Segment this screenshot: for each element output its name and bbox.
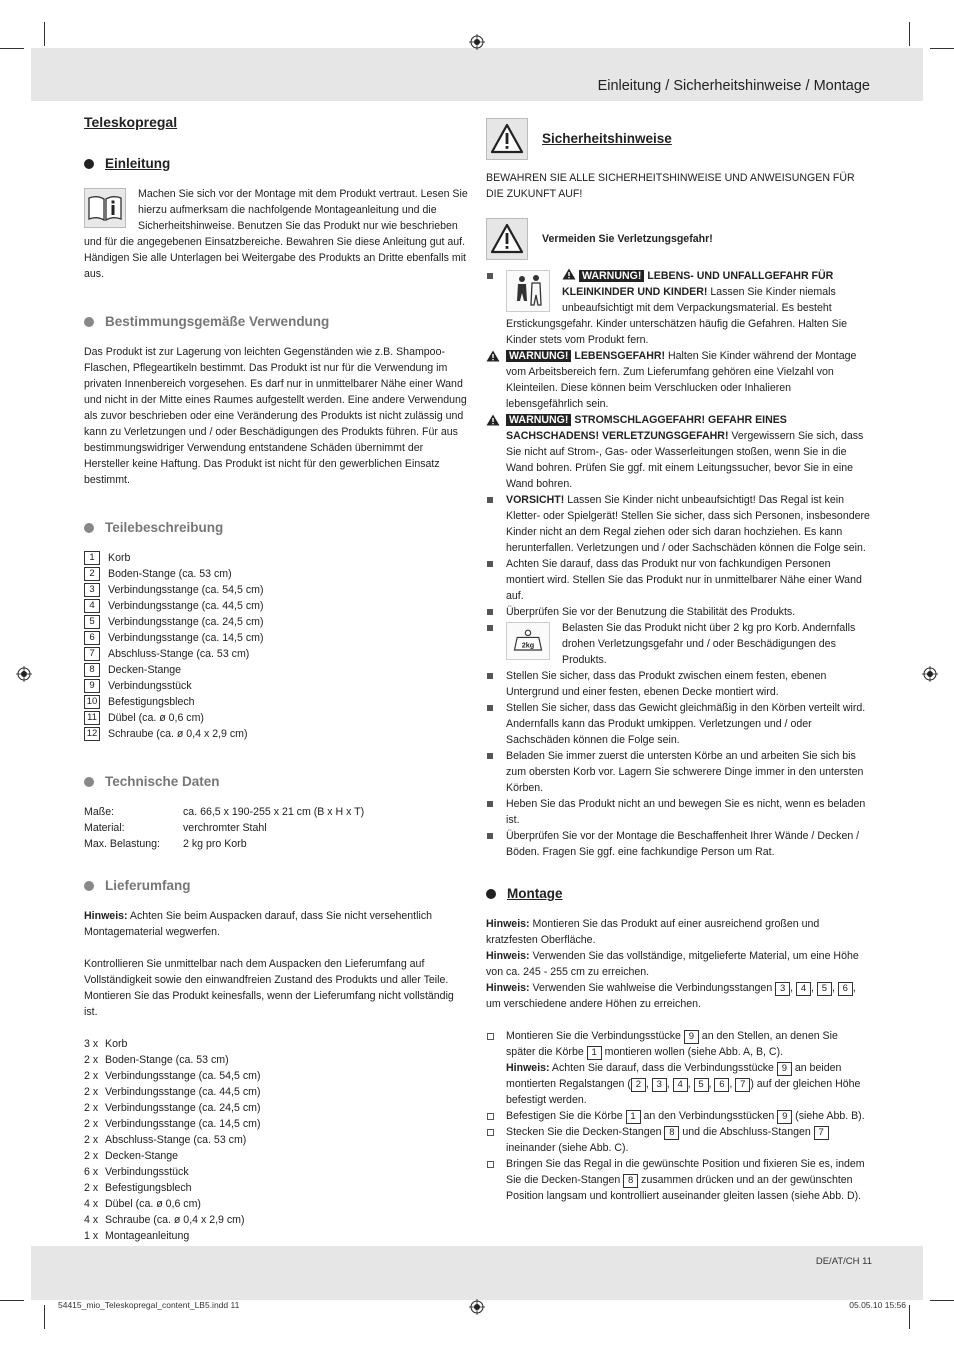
square-bullet-icon — [487, 801, 493, 807]
delivery-item — [84, 1084, 468, 1100]
technical-data-row — [84, 836, 468, 852]
bullet-dot-icon — [84, 777, 94, 787]
square-bullet-icon — [487, 705, 493, 711]
delivery-name: Verbindungsstück — [105, 1166, 189, 1178]
delivery-item — [84, 1068, 468, 1084]
warning-stromschlag: WARNUNG! STROMSCHLAGGEFAHR! GEFAHR EINES SACHSCHADENS! VERLETZUNGSGEFAHR! Vergewissern Sie sich, dass Sie nicht auf Strom-, Gas- oder Wasserleitungen stoßen, wenn Sie in die Wand bohren. Prüfen Sie ggf. mit einem Leitungssucher, bevor Sie in eine Wand bohren. — [486, 412, 870, 492]
delivery-quantity: 2 x — [84, 1134, 99, 1146]
square-bullet-icon — [487, 273, 493, 279]
delivery-item — [84, 1100, 468, 1116]
section-heading-verwendung: Bestimmungsgemäße Verwendung — [84, 314, 468, 330]
registration-mark-icon — [16, 666, 32, 682]
technical-data-key: Max. Belastung: — [84, 838, 160, 850]
section-heading-einleitung: Einleitung — [84, 156, 468, 172]
delivery-contents-list — [84, 1036, 468, 1244]
crop-mark — [930, 1300, 954, 1301]
delivery-name: Abschluss-Stange (ca. 53 cm) — [105, 1134, 247, 1146]
part-number: 9 — [84, 679, 100, 693]
part-name: Schraube (ca. ø 0,4 x 2,9 cm) — [108, 728, 248, 740]
part-name: Verbindungsstange (ca. 44,5 cm) — [108, 600, 264, 612]
warning-label: WARNUNG! — [506, 350, 571, 362]
montage-step-3: Stecken Sie die Decken-Stangen 8 und die Abschluss-Stangen 7 ineinander (siehe Abb. C). — [486, 1124, 870, 1156]
montage-step-4: Bringen Sie das Regal in die gewünschte Position und fixieren Sie es, indem Sie die Decken-Stangen 8 zusammen drücken und an der gewünschten Position langsam und kontrolliert auseinander gleiten lassen (siehe Abb. D). — [486, 1156, 870, 1204]
part-name: Abschluss-Stange (ca. 53 cm) — [108, 648, 250, 660]
page-number: DE/AT/CH 11 — [815, 1256, 872, 1267]
delivery-quantity: 2 x — [84, 1086, 99, 1098]
crop-mark — [909, 22, 910, 46]
technical-data-row — [84, 820, 468, 836]
parts-list-item — [84, 662, 468, 678]
delivery-item — [84, 1212, 468, 1228]
delivery-item — [84, 1052, 468, 1068]
montage-hinweis-3: Hinweis: Verwenden Sie wahlweise die Verbindungsstangen 3 , 4 , 5 , 6 , um verschiedene andere Höhen zu erreichen. — [486, 982, 856, 1010]
part-name: Dübel (ca. ø 0,6 cm) — [108, 712, 204, 724]
delivery-name: Boden-Stange (ca. 53 cm) — [105, 1054, 229, 1066]
safety-bullet: Beladen Sie immer zuerst die untersten Körbe an und arbeiten Sie sich bis zum obersten Korb vor. Lagern Sie schwerere Dinge immer in den untersten Körben. — [486, 748, 870, 796]
part-name: Verbindungsstange (ca. 54,5 cm) — [108, 584, 264, 596]
part-name: Verbindungsstange (ca. 14,5 cm) — [108, 632, 264, 644]
delivery-quantity: 3 x — [84, 1038, 99, 1050]
delivery-name: Dübel (ca. ø 0,6 cm) — [105, 1198, 201, 1210]
delivery-item — [84, 1132, 468, 1148]
square-bullet-icon — [487, 753, 493, 759]
crop-mark — [44, 1305, 45, 1329]
safety-bullet: Achten Sie darauf, dass das Produkt nur von fachkundigen Personen montiert wird. Stellen Sie das Produkt nur in unmittelbarer Nähe einer Wand auf. — [486, 556, 870, 604]
warning-triangle-icon — [486, 118, 528, 160]
montage-hinweis-1: Hinweis: Montieren Sie das Produkt auf einer ausreichend großen und kratzfesten Oberfläche. — [486, 918, 820, 946]
safety-bullet: Überprüfen Sie vor der Montage die Beschaffenheit Ihrer Wände / Decken / Böden. Fragen Sie ggf. eine fachkundige Person um Rat. — [486, 828, 870, 860]
left-column — [84, 114, 468, 1244]
warning-children: WARNUNG! LEBENS- UND UNFALLGEFAHR FÜR KLEINKINDER UND KINDER! Lassen Sie Kinder niemals unbeaufsichtigt mit dem Verpackungsmaterial. Es besteht Erstickungsgefahr. Kinder unterschätzen häufig die Gefahren. Halten Sie Kinder stets vom Produkt fern. — [486, 268, 870, 348]
square-bullet-icon — [487, 561, 493, 567]
open-square-bullet-icon — [487, 1161, 494, 1168]
delivery-item — [84, 1116, 468, 1132]
right-column — [486, 118, 870, 1204]
delivery-quantity: 2 x — [84, 1150, 99, 1162]
square-bullet-icon — [487, 497, 493, 503]
safety-bullet: Überprüfen Sie vor der Benutzung die Stabilität des Produkts. — [486, 604, 870, 620]
parts-list-item — [84, 598, 468, 614]
montage-step-2: Befestigen Sie die Körbe 1 an den Verbindungsstücken 9 (siehe Abb. B). — [486, 1108, 870, 1124]
print-date: 05.05.10 15:56 — [849, 1300, 906, 1310]
small-warning-icon — [486, 414, 500, 426]
square-bullet-icon — [487, 609, 493, 615]
delivery-quantity: 2 x — [84, 1054, 99, 1066]
part-number: 12 — [84, 727, 100, 741]
delivery-quantity: 4 x — [84, 1198, 99, 1210]
avoid-injury-heading: Vermeiden Sie Verletzungsgefahr! — [486, 218, 870, 260]
intro-block — [84, 186, 468, 282]
lieferumfang-text: Kontrollieren Sie unmittelbar nach dem Auspacken den Lieferumfang auf Vollständigkeit sowie den einwandfreien Zustand des Produkts und aller Teile. Montieren Sie das Produkt keinesfalls, wenn der Lieferumfang nicht vollständig ist. — [84, 958, 454, 1018]
safety-bullet: Stellen Sie sicher, dass das Produkt zwischen einem festen, ebenen Untergrund und einer festen, ebenen Decke montiert wird. — [486, 668, 870, 700]
warning-label: WARNUNG! — [506, 414, 571, 426]
delivery-name: Montageanleitung — [105, 1230, 190, 1242]
child-danger-icon — [506, 270, 550, 312]
square-bullet-icon — [487, 673, 493, 679]
part-number: 5 — [84, 615, 100, 629]
crop-mark — [44, 22, 45, 46]
square-bullet-icon — [487, 833, 493, 839]
warning-lebensgefahr: WARNUNG! LEBENSGEFAHR! Halten Sie Kinder während der Montage vom Arbeitsbereich fern. Zum Lieferumfang gehören eine Vielzahl von Kleinteilen. Diese können beim Verschlucken oder Inhalieren lebensgefährlich sein. — [486, 348, 870, 412]
delivery-name: Verbindungsstange (ca. 54,5 cm) — [105, 1070, 261, 1082]
parts-list-item — [84, 678, 468, 694]
parts-list-item — [84, 726, 468, 742]
section-heading-technik: Technische Daten — [84, 774, 468, 790]
warning-triangle-icon — [486, 218, 528, 260]
small-warning-icon — [562, 268, 576, 280]
delivery-quantity: 2 x — [84, 1182, 99, 1194]
technical-data-value: 2 kg pro Korb — [183, 838, 247, 850]
part-number: 7 — [84, 647, 100, 661]
page-header-title: Einleitung / Sicherheitshinweise / Montage — [597, 78, 870, 94]
parts-list-item — [84, 582, 468, 598]
technical-data-key: Maße: — [84, 806, 115, 818]
montage-hinweis-2: Hinweis: Verwenden Sie das vollständige, mitgelieferte Material, um eine Höhe von ca. 245 - 255 cm zu erreichen. — [486, 950, 859, 978]
part-name: Verbindungsstange (ca. 24,5 cm) — [108, 616, 264, 628]
small-warning-icon — [486, 350, 500, 362]
parts-list-item — [84, 646, 468, 662]
delivery-quantity: 6 x — [84, 1166, 99, 1178]
bullet-dot-icon — [486, 889, 496, 899]
registration-mark-icon — [922, 666, 938, 682]
part-name: Boden-Stange (ca. 53 cm) — [108, 568, 232, 580]
safety-bullet-load: 2kg Belasten Sie das Produkt nicht über 2 kg pro Korb. Andernfalls drohen Verletzungsgefahr und / oder Beschädigungen des Produkts. — [486, 620, 870, 668]
part-number: 1 — [84, 551, 100, 565]
weight-label: 2kg — [521, 640, 535, 650]
delivery-name: Schraube (ca. ø 0,4 x 2,9 cm) — [105, 1214, 245, 1226]
part-name: Befestigungsblech — [108, 696, 195, 708]
section-heading-montage: Montage — [486, 886, 870, 902]
warning-label: WARNUNG! — [579, 270, 644, 282]
technical-data-table — [84, 804, 468, 852]
delivery-quantity: 1 x — [84, 1230, 99, 1242]
delivery-name: Befestigungsblech — [105, 1182, 192, 1194]
footer-band — [31, 1246, 923, 1300]
parts-list — [84, 550, 468, 742]
intro-text: Machen Sie sich vor der Montage mit dem Produkt vertraut. Lesen Sie hierzu aufmerksam die nachfolgende Montageanleitung und die Sicherheitshinweise. Benutzen Sie das Produkt nur wie beschrieben und für die angegebenen Einsatzbereiche. Bewahren Sie diese Anleitung gut auf. Händigen Sie alle Unterlagen bei Weitergabe des Produkts an Dritte ebenfalls mit aus. — [84, 188, 468, 280]
delivery-item — [84, 1180, 468, 1196]
part-number: 6 — [84, 631, 100, 645]
part-number: 2 — [84, 567, 100, 581]
print-slug: 54415_mio_Teleskopregal_content_LB5.indd 11 — [58, 1300, 240, 1310]
crop-mark — [930, 48, 954, 49]
parts-list-item — [84, 710, 468, 726]
part-number: 11 — [84, 711, 100, 725]
open-square-bullet-icon — [487, 1113, 494, 1120]
delivery-quantity: 2 x — [84, 1070, 99, 1082]
parts-list-item — [84, 550, 468, 566]
bullet-dot-icon — [84, 881, 94, 891]
technical-data-value: ca. 66,5 x 190-255 x 21 cm (B x H x T) — [183, 806, 365, 818]
section-heading-teile: Teilebeschreibung — [84, 520, 468, 536]
part-name: Decken-Stange — [108, 664, 182, 676]
parts-list-item — [84, 614, 468, 630]
part-number: 4 — [84, 599, 100, 613]
delivery-item — [84, 1228, 468, 1244]
montage-step-1: Montieren Sie die Verbindungsstücke 9 an den Stellen, an denen Sie später die Körbe 1 montieren wollen (siehe Abb. A, B, C). Hinweis: Achten Sie darauf, dass die Verbindungsstücke 9 an beiden montierten Regalstangen ( 2 , 3 , 4 , 5 , 6 , 7 ) auf der gleichen Höhe befestigt werden. — [486, 1028, 870, 1108]
safety-heading: Sicherheitshinweise — [486, 118, 870, 160]
parts-list-item — [84, 630, 468, 646]
part-number: 3 — [84, 583, 100, 597]
technical-data-row — [84, 804, 468, 820]
delivery-name: Verbindungsstange (ca. 44,5 cm) — [105, 1086, 261, 1098]
delivery-quantity: 4 x — [84, 1214, 99, 1226]
registration-mark-icon — [469, 1299, 485, 1315]
delivery-quantity: 2 x — [84, 1118, 99, 1130]
delivery-item — [84, 1164, 468, 1180]
parts-list-item — [84, 694, 468, 710]
delivery-quantity: 2 x — [84, 1102, 99, 1114]
caution-item: VORSICHT! Lassen Sie Kinder nicht unbeaufsichtigt! Das Regal ist kein Kletter- oder Spielgerät! Stellen Sie sicher, dass sich Personen, insbesondere Kinder nicht an dem Regal ziehen oder sich daran hochziehen. Es kann herunterfallen. Verletzungen und / oder Sachschäden können die Folge sein. — [486, 492, 870, 556]
part-name: Verbindungsstück — [108, 680, 192, 692]
bullet-dot-icon — [84, 159, 94, 169]
open-book-info-icon — [84, 188, 126, 228]
section-heading-lieferumfang: Lieferumfang — [84, 878, 468, 894]
safety-bullet: Stellen Sie sicher, dass das Gewicht gleichmäßig in den Körben verteilt wird. Andernfalls kann das Produkt umkippen. Verletzungen und / oder Sachschäden können die Folge sein. — [486, 700, 870, 748]
part-name: Korb — [108, 552, 131, 564]
crop-mark — [0, 1300, 24, 1301]
crop-mark — [0, 48, 24, 49]
delivery-name: Korb — [105, 1038, 128, 1050]
technical-data-key: Material: — [84, 822, 125, 834]
document-title: Teleskopregal — [84, 114, 178, 130]
open-square-bullet-icon — [487, 1033, 494, 1040]
delivery-name: Verbindungsstange (ca. 24,5 cm) — [105, 1102, 261, 1114]
technical-data-value: verchromter Stahl — [183, 822, 267, 834]
lieferumfang-hinweis: Hinweis: Achten Sie beim Auspacken darauf, dass Sie nicht versehentlich Montagematerial wegwerfen. — [84, 910, 433, 938]
verwendung-text: Das Produkt ist zur Lagerung von leichten Gegenständen wie z.B. Shampoo-Flaschen, Pflegeartikeln bestimmt. Das Produkt ist nur für die Verwendung im privaten Innenbereich vorgesehen. Es darf nur in unmittelbarer Nähe einer Wand und nicht in der Mitte eines Raumes aufgestellt werden. Eine andere Verwendung als zuvor beschrieben oder eine Veränderung des Produkts ist nicht zulässig und kann zu Verletzungen und / oder Beschädigungen des Produkts führen. Für aus bestimmungswidriger Verwendung entstandene Schäden übernimmt der Hersteller keine Haftung. Das Produkt ist nicht für den gewerblichen Einsatz bestimmt. — [84, 346, 467, 486]
delivery-item — [84, 1036, 468, 1052]
delivery-item — [84, 1148, 468, 1164]
delivery-name: Verbindungsstange (ca. 14,5 cm) — [105, 1118, 261, 1130]
open-square-bullet-icon — [487, 1129, 494, 1136]
registration-mark-icon — [469, 34, 485, 50]
delivery-name: Decken-Stange — [105, 1150, 179, 1162]
parts-list-item — [84, 566, 468, 582]
crop-mark — [909, 1305, 910, 1329]
safety-intro: BEWAHREN SIE ALLE SICHERHEITSHINWEISE UND ANWEISUNGEN FÜR DIE ZUKUNFT AUF! — [486, 172, 855, 200]
weight-2kg-icon — [506, 622, 550, 660]
safety-bullet: Heben Sie das Produkt nicht an und bewegen Sie es nicht, wenn es beladen ist. — [486, 796, 870, 828]
part-number: 10 — [84, 695, 100, 709]
square-bullet-icon — [487, 625, 493, 631]
bullet-dot-icon — [84, 523, 94, 533]
delivery-item — [84, 1196, 468, 1212]
part-number: 8 — [84, 663, 100, 677]
bullet-dot-icon — [84, 317, 94, 327]
